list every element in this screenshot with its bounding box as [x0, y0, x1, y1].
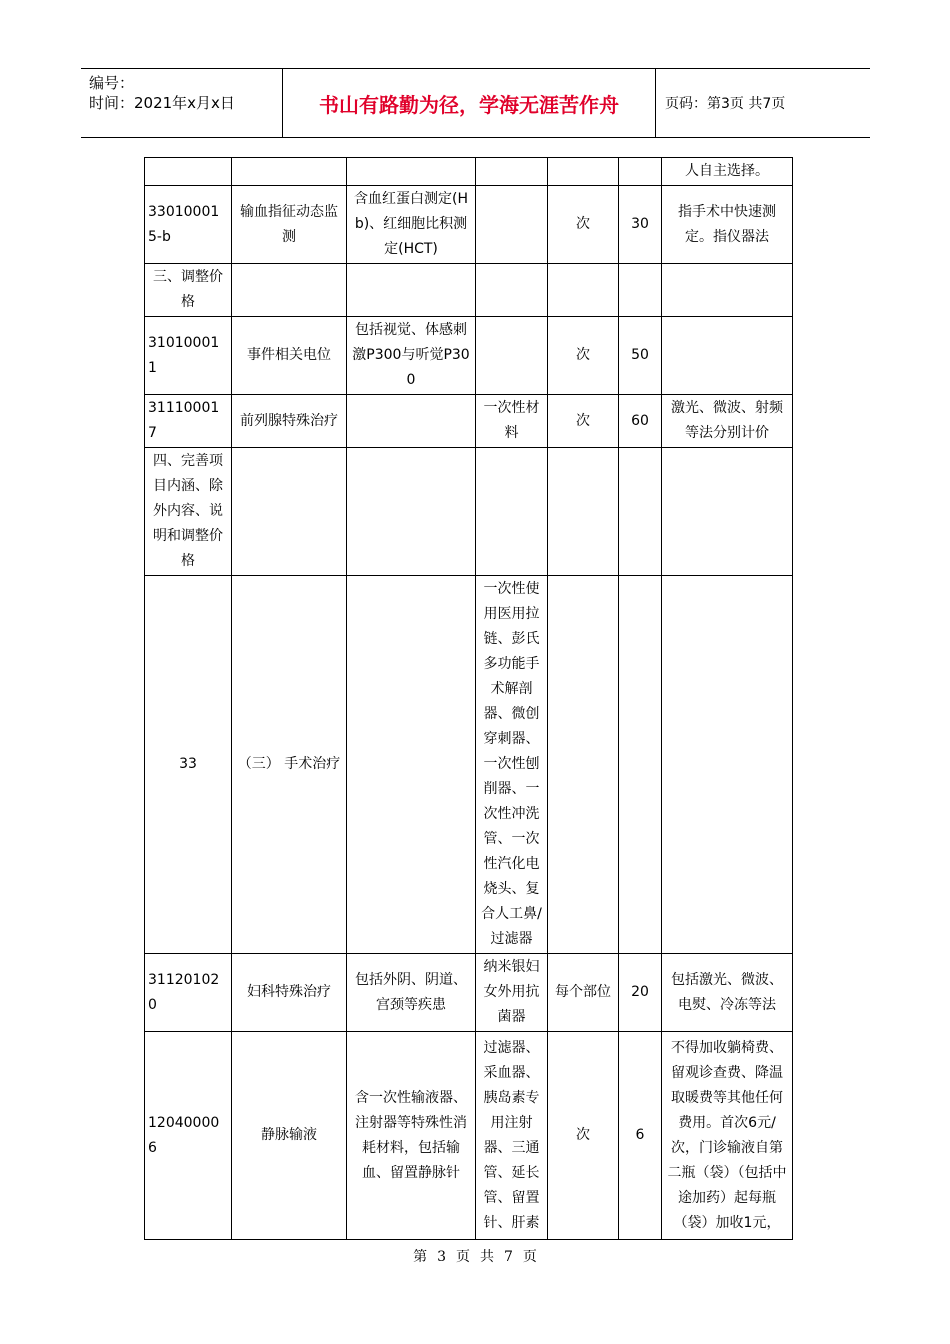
cell-code: 三、调整价格	[145, 264, 232, 317]
cell-price	[619, 158, 662, 186]
table-row	[145, 317, 793, 395]
header-divider	[655, 69, 656, 137]
cell-name: 输血指征动态监测	[232, 186, 347, 264]
cell-code: 四、完善项目内涵、除外内容、说明和调整价格	[145, 448, 232, 576]
cell-content: 包括视觉、体感刺激P300与听觉P300	[347, 317, 476, 395]
page-footer	[0, 1246, 950, 1266]
cell-code: 310100011	[145, 317, 232, 395]
cell-name: 事件相关电位	[232, 317, 347, 395]
price-table	[144, 157, 793, 1240]
cell-excluded: 一次性材料	[476, 395, 548, 448]
cell-unit: 次	[548, 395, 619, 448]
cell-unit: 次	[548, 317, 619, 395]
cell-content	[347, 264, 476, 317]
cell-excluded	[476, 186, 548, 264]
table-row	[145, 158, 793, 186]
cell-name: 妇科特殊治疗	[232, 954, 347, 1032]
footer-page-word: 第	[413, 1249, 428, 1265]
cell-code: 311201020	[145, 954, 232, 1032]
cell-unit: 次	[548, 1032, 619, 1240]
cell-content	[347, 576, 476, 954]
cell-content: 包括外阴、阴道、宫颈等疾患	[347, 954, 476, 1032]
cell-excluded: 过滤器、采血器、胰岛素专用注射器、三通管、延长管、留置针、肝素	[476, 1032, 548, 1240]
cell-unit: 次	[548, 186, 619, 264]
cell-price: 50	[619, 317, 662, 395]
cell-name	[232, 158, 347, 186]
cell-unit	[548, 448, 619, 576]
cell-note	[662, 264, 793, 317]
cell-note: 不得加收躺椅费、留观诊查费、降温取暖费等其他任何费用。首次6元/次，门诊输液自第二瓶（袋）（包括中途加药）起每瓶（袋）加收1元，	[662, 1032, 793, 1240]
cell-code: 330100015-b	[145, 186, 232, 264]
cell-note: 包括激光、微波、电熨、冷冻等法	[662, 954, 793, 1032]
cell-price	[619, 448, 662, 576]
cell-unit: 每个部位	[548, 954, 619, 1032]
cell-code: 311100017	[145, 395, 232, 448]
table-row	[145, 186, 793, 264]
header-page-info: 页码：第3页 共7页	[665, 96, 786, 112]
cell-note: 人自主选择。	[662, 158, 793, 186]
cell-excluded: 纳米银妇女外用抗菌器	[476, 954, 548, 1032]
cell-name: 前列腺特殊治疗	[232, 395, 347, 448]
cell-note: 指手术中快速测定。指仪器法	[662, 186, 793, 264]
cell-excluded	[476, 317, 548, 395]
table-row	[145, 954, 793, 1032]
cell-note	[662, 317, 793, 395]
cell-name: （三） 手术治疗	[232, 576, 347, 954]
cell-price: 60	[619, 395, 662, 448]
cell-unit	[548, 576, 619, 954]
table-row	[145, 1032, 793, 1240]
cell-price: 30	[619, 186, 662, 264]
cell-note: 激光、微波、射频等法分别计价	[662, 395, 793, 448]
cell-note	[662, 448, 793, 576]
number-label: 编号：	[89, 74, 135, 92]
cell-price	[619, 264, 662, 317]
table-row	[145, 576, 793, 954]
cell-code: 120400006	[145, 1032, 232, 1240]
cell-name	[232, 264, 347, 317]
cell-note	[662, 576, 793, 954]
footer-total-word: 共	[480, 1249, 494, 1265]
cell-content: 含一次性输液器、注射器等特殊性消耗材料，包括输血、留置静脉针	[347, 1032, 476, 1240]
cell-excluded	[476, 448, 548, 576]
cell-price	[619, 576, 662, 954]
time-label: 时间：2021年x月x日	[89, 94, 235, 112]
cell-price: 20	[619, 954, 662, 1032]
cell-content	[347, 448, 476, 576]
cell-excluded	[476, 264, 548, 317]
cell-unit	[548, 158, 619, 186]
table-row	[145, 264, 793, 317]
footer-page-unit: 页	[456, 1249, 470, 1265]
cell-content: 含血红蛋白测定(Hb)、红细胞比积测定(HCT)	[347, 186, 476, 264]
footer-total-number: 7	[504, 1249, 513, 1265]
footer-total-unit: 页	[522, 1249, 537, 1265]
header-motto: 书山有路勤为径，学海无涯苦作舟	[319, 92, 619, 117]
cell-excluded	[476, 158, 548, 186]
cell-code: 33	[145, 576, 232, 954]
cell-content	[347, 158, 476, 186]
cell-code	[145, 158, 232, 186]
cell-name	[232, 448, 347, 576]
footer-page-number: 3	[437, 1249, 446, 1265]
page-header	[81, 68, 870, 138]
cell-price: 6	[619, 1032, 662, 1240]
cell-excluded: 一次性使用医用拉链、彭氏多功能手术解剖器、微创穿刺器、一次性刨削器、一次性冲洗管、一次性汽化电烧头、复合人工鼻/过滤器	[476, 576, 548, 954]
cell-unit	[548, 264, 619, 317]
table-row	[145, 395, 793, 448]
cell-name: 静脉输液	[232, 1032, 347, 1240]
table-row	[145, 448, 793, 576]
cell-content	[347, 395, 476, 448]
header-meta	[89, 73, 235, 113]
